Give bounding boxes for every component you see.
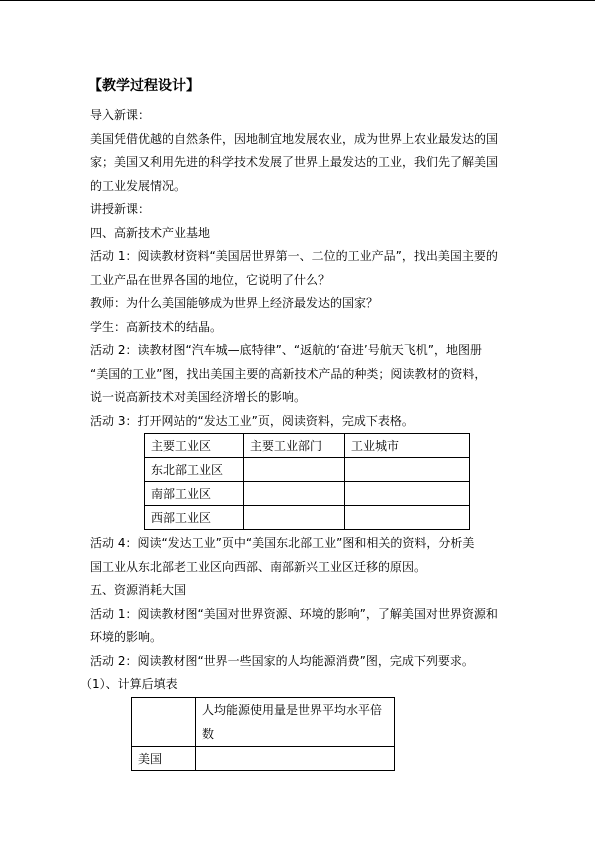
- header-text-line2: 数: [202, 726, 215, 741]
- paragraph-line: 家；美国又利用先进的科学技术发展了世界上最发达的工业，我们先了解美国: [90, 155, 499, 169]
- table-row: [145, 482, 470, 506]
- table-cell-blank[interactable]: [345, 482, 470, 506]
- paragraph-line: “美国的工业”图，找出美国主要的高新技术产品的种类；阅读教材的资料，: [90, 366, 487, 381]
- table-cell-blank[interactable]: [196, 746, 395, 770]
- paragraph-line: 活动 1：阅读教材资料“美国居世界第一、二位的工业产品”，找出美国主要的: [90, 249, 498, 263]
- table-cell-region: 东北部工业区: [145, 458, 244, 482]
- paragraph-line: 导入新课：: [90, 108, 151, 122]
- energy-use-table: [131, 697, 395, 771]
- paragraph-line: 活动 3：打开网站的“发达工业”页，阅读资料，完成下表格。: [90, 413, 414, 428]
- top-rule: [0, 0, 595, 1]
- paragraph-line: 活动 1：阅读教材图“美国对世界资源、环境的影响”，了解美国对世界资源和: [90, 606, 498, 621]
- paragraph-line: 的工业发展情况。: [90, 178, 187, 193]
- table-cell-blank[interactable]: [345, 458, 470, 482]
- sub-item-label: （1）、计算后填表: [80, 677, 178, 691]
- table-header-cell: [196, 697, 395, 746]
- table-header-row: [145, 434, 470, 458]
- table-header-cell: 工业城市: [345, 434, 470, 458]
- header-text-line1: 人均能源使用量是世界平均水平倍: [202, 702, 383, 717]
- section-heading: 【教学过程设计】: [88, 78, 200, 94]
- paragraph-line: 工业产品在世界各国的地位，它说明了什么？: [90, 272, 331, 287]
- table-header-row: [132, 697, 395, 746]
- table-cell-country: 美国: [132, 746, 196, 770]
- table-cell-region: 西部工业区: [145, 506, 244, 530]
- table-cell-region: 南部工业区: [145, 482, 244, 506]
- paragraph-line: 美国凭借优越的自然条件，因地制宜地发展农业，成为世界上农业最发达的国: [90, 131, 499, 146]
- paragraph-line: 活动 4：阅读“发达工业”页中“美国东北部工业”图和相关的资料，分析美: [90, 536, 475, 550]
- table-row: [145, 458, 470, 482]
- paragraph-line: 说一说高新技术对美国经济增长的影响。: [90, 390, 307, 404]
- table-cell-blank[interactable]: [345, 506, 470, 530]
- table-header-cell-blank: [132, 697, 196, 746]
- paragraph-line: 环境的影响。: [90, 630, 163, 644]
- table-header-cell: 主要工业部门: [244, 434, 345, 458]
- industry-region-table: [144, 433, 470, 530]
- paragraph-line: 国工业从东北部老工业区向西部、南部新兴工业区迁移的原因。: [90, 559, 427, 574]
- paragraph-line: 四、高新技术产业基地: [90, 225, 211, 240]
- table-row: [132, 746, 395, 770]
- table-header-cell: 主要工业区: [145, 434, 244, 458]
- paragraph-line: 活动 2：阅读教材图“世界一些国家的人均能源消费”图，完成下列要求。: [90, 653, 474, 668]
- table-cell-blank[interactable]: [244, 482, 345, 506]
- paragraph-line: 活动 2：读教材图“汽车城—底特律”、“返航的‘奋进’号航天飞机”，地图册: [90, 343, 482, 357]
- paragraph-line: 五、资源消耗大国: [90, 583, 187, 597]
- paragraph-line: 教师：为什么美国能够成为世界上经济最发达的国家？: [90, 296, 379, 310]
- paragraph-line: 学生：高新技术的结晶。: [90, 319, 223, 334]
- paragraph-line: 讲授新课：: [90, 202, 151, 216]
- table-cell-blank[interactable]: [244, 506, 345, 530]
- document-body: [80, 76, 510, 771]
- table-row: [145, 506, 470, 530]
- table-cell-blank[interactable]: [244, 458, 345, 482]
